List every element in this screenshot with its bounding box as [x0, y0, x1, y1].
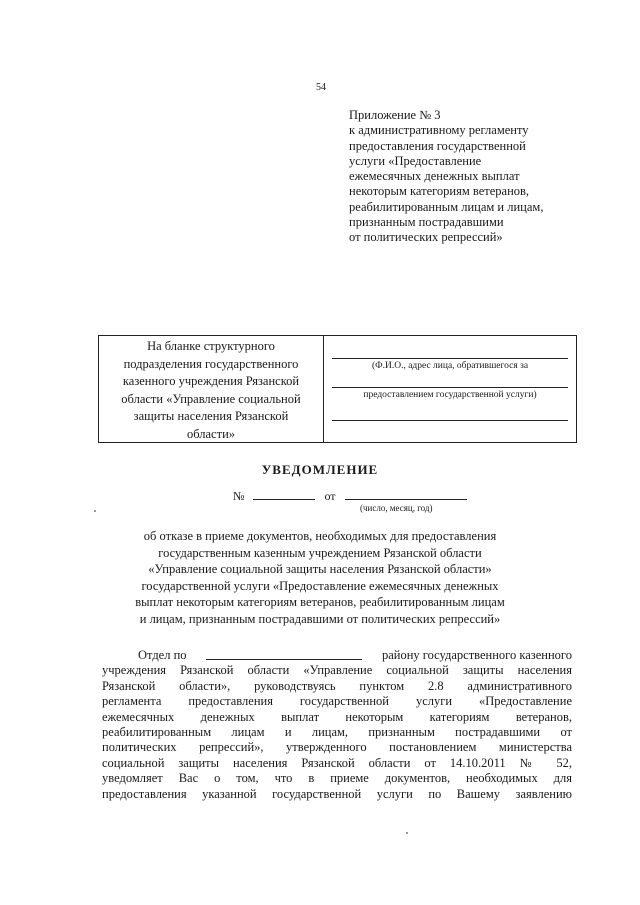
appendix-line: к административному регламенту	[349, 123, 529, 138]
letterhead-line: На бланке структурного	[147, 339, 275, 353]
letterhead-line: области»	[186, 426, 236, 441]
body-line: ежемесячных денежных выплат некоторым категориям ветеранов,	[102, 709, 572, 724]
department-line	[102, 648, 572, 663]
body-line: предоставления указанной государственной услуги по Вашему заявлению	[102, 786, 572, 801]
dept-suffix: району государственного казенного	[381, 648, 572, 662]
body-line: политических репрессий», утвержденного постановлением министерства	[102, 740, 572, 755]
recipient-hint-1: (Ф.И.О., адрес лица, обратившегося за	[371, 361, 529, 371]
appendix-line: Приложение № 3	[349, 108, 441, 122]
body-line: уведомляет Вас о том, что в приеме документов, необходимых для	[102, 771, 572, 786]
letterhead-line: защиты населения Рязанской	[133, 409, 289, 423]
subject-line: выплат некоторым категориям ветеранов, реабилитированным лицам	[135, 595, 505, 610]
appendix-line: от политических репрессий»	[349, 230, 503, 245]
appendix-line: услуги «Предоставление	[349, 153, 482, 168]
subject-line: и лицам, признанным пострадавшими от политических репрессий»	[139, 611, 501, 626]
form-box	[98, 335, 577, 443]
department-blank	[206, 648, 362, 660]
number-label: №	[233, 489, 245, 503]
recipient-block	[324, 336, 576, 442]
date-blank	[345, 487, 467, 500]
body-line: социальной защиты населения Рязанской области от 14.10.2011 № 52,	[102, 755, 572, 770]
body-line: учреждения Рязанской области «Управление социальной защиты населения	[102, 663, 572, 678]
notice-body	[102, 648, 572, 802]
appendix-line: реабилитированным лицам и лицам,	[349, 199, 544, 214]
body-line: Рязанской области», руководствуясь пунктом 2.8 административного	[102, 678, 572, 693]
scan-speck	[406, 832, 408, 834]
notice-title: УВЕДОМЛЕНИЕ	[261, 462, 379, 477]
recipient-line-3	[332, 420, 568, 421]
appendix-header	[349, 108, 594, 246]
from-label: от	[324, 489, 336, 503]
letterhead-placeholder	[99, 336, 324, 442]
appendix-line: предоставления государственной	[349, 138, 526, 153]
notice-subject	[0, 528, 640, 628]
appendix-line: ежемесячных денежных выплат	[349, 169, 520, 184]
recipient-line-1	[332, 358, 568, 359]
letterhead-line: казенного учреждения Рязанской	[122, 374, 300, 388]
appendix-line: признанным пострадавшими	[349, 215, 504, 230]
number-blank	[253, 487, 315, 500]
scan-speck	[94, 510, 96, 512]
subject-line: государственной услуги «Предоставление ежемесячных денежных	[141, 578, 499, 593]
dept-prefix: Отдел по	[138, 648, 187, 662]
subject-line: государственным казенным учреждением Рязанской области	[158, 545, 482, 560]
subject-line: «Управление социальной защиты населения Рязанской области»	[148, 562, 492, 577]
recipient-hint-2: предоставлением государственной услуги)	[363, 390, 537, 400]
letterhead-line: подразделения государственного	[123, 356, 299, 371]
body-line: реабилитированным лицам и лицам, признанным пострадавшими от	[102, 725, 572, 740]
subject-line: об отказе в приеме документов, необходимых для предоставления	[143, 529, 497, 543]
letterhead-line: области «Управление социальной	[121, 391, 301, 406]
appendix-line: некоторым категориям ветеранов,	[349, 184, 530, 199]
notice-number-line	[233, 487, 467, 504]
recipient-line-2	[332, 387, 568, 388]
page-number: 54	[316, 82, 326, 93]
body-line: регламента предоставления государственной услуги «Предоставление	[102, 694, 572, 709]
date-hint: (число, месяц, год)	[360, 503, 433, 513]
